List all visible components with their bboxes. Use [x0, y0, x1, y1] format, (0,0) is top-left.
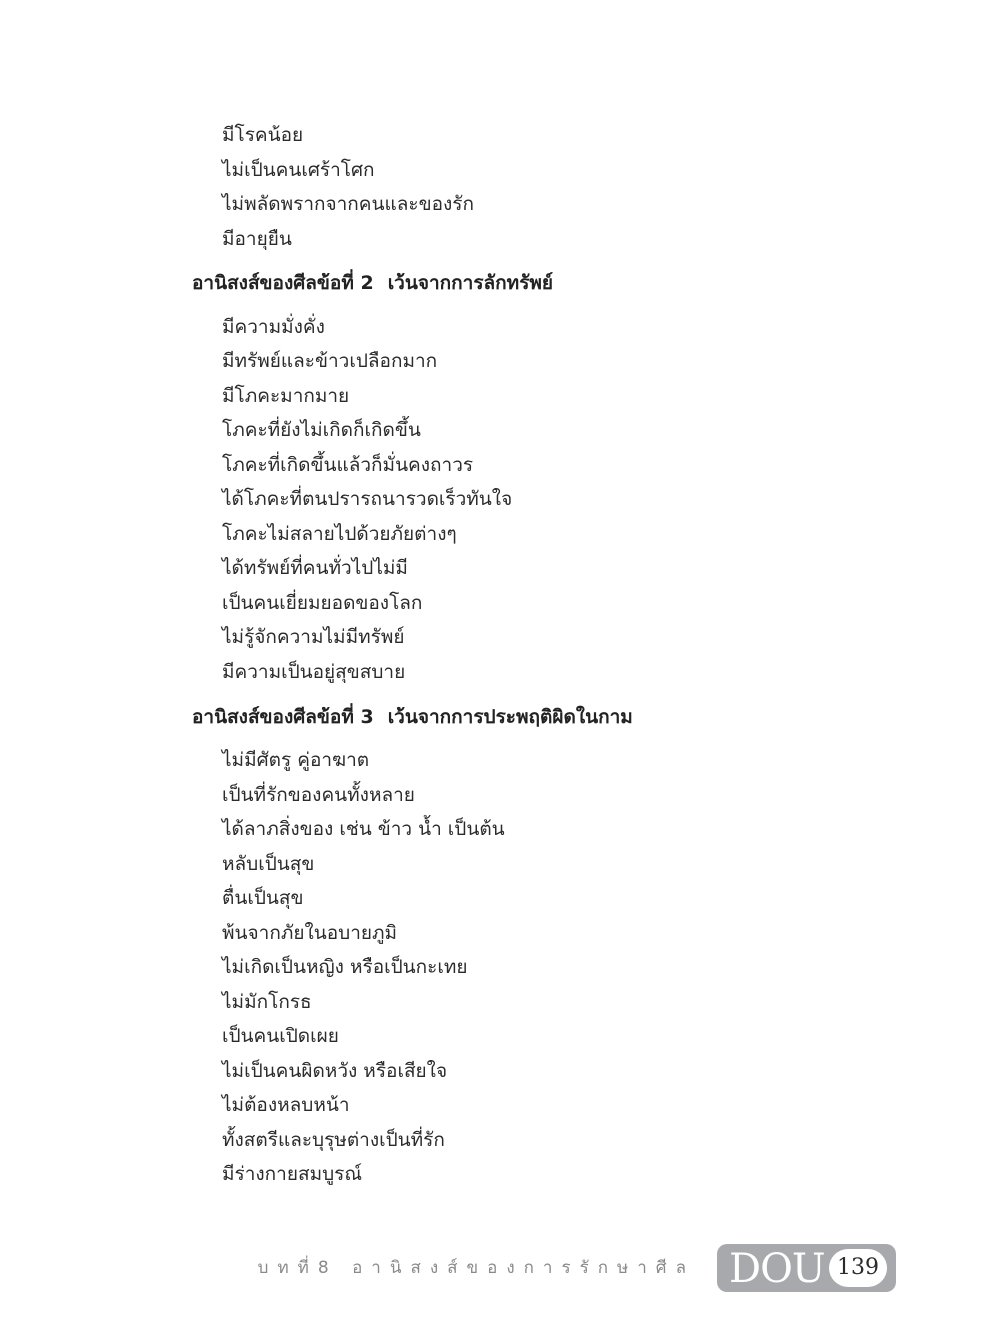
item-text: มีทรัพย์และข้าวเปลือกมาก — [222, 350, 438, 372]
item-text: ไม่เป็นคนผิดหวัง หรือเสียใจ — [222, 1060, 448, 1082]
item-text: ไม่รู้จักความไม่มีทรัพย์ — [222, 626, 405, 648]
item-text: เป็นคนเยี่ยมยอดของโลก — [222, 592, 423, 614]
heading-title: อานิสงส์ของศีลข้อที่ 2 — [192, 272, 374, 294]
section-heading-precept-3 — [192, 702, 633, 732]
item-text: ไม่มีศัตรู คู่อาฆาต — [222, 749, 370, 771]
item-text: เป็นที่รักของคนทั้งหลาย — [222, 784, 415, 806]
item-text: มีความมั่งคั่ง — [222, 316, 325, 338]
item-text: มีความเป็นอยู่สุขสบาย — [222, 661, 406, 683]
item-text: พ้นจากภัยในอบายภูมิ — [222, 922, 398, 944]
brand-logo: DOU — [729, 1246, 825, 1292]
item-text: มีร่างกายสมบูรณ์ — [222, 1163, 362, 1185]
item-text: ทั้งสตรีและบุรุษต่างเป็นที่รัก — [222, 1129, 445, 1151]
item-text: ไม่เป็นคนเศร้าโศก — [222, 159, 375, 181]
item-text: หลับเป็นสุข — [222, 853, 315, 875]
item-text: มีอายุยืน — [222, 228, 292, 250]
item-text: ไม่พลัดพรากจากคนและของรัก — [222, 193, 474, 215]
heading-subtitle: เว้นจากการลักทรัพย์ — [387, 272, 554, 294]
page-number: 139 — [829, 1249, 887, 1287]
chapter-title: บทที่8 อานิสงส์ของการรักษาศีล — [257, 1258, 695, 1278]
item-text: ไม่มักโกรธ — [222, 991, 312, 1013]
item-text: เป็นคนเปิดเผย — [222, 1025, 339, 1047]
item-text: โภคะที่เกิดขึ้นแล้วก็มั่นคงถาวร — [222, 454, 474, 476]
section-heading-precept-2 — [192, 268, 553, 298]
item-text: โภคะไม่สลายไปด้วยภัยต่างๆ — [222, 523, 457, 545]
item-text: ไม่ต้องหลบหน้า — [222, 1094, 350, 1116]
item-text: โภคะที่ยังไม่เกิดก็เกิดขึ้น — [222, 419, 421, 441]
item-text: ได้โภคะที่ตนปรารถนารวดเร็วทันใจ — [222, 488, 513, 510]
item-text: ได้ลาภสิ่งของ เช่น ข้าว น้ำ เป็นต้น — [222, 818, 505, 840]
item-text: ไม่เกิดเป็นหญิง หรือเป็นกะเทย — [222, 956, 468, 978]
item-text: มีโรคน้อย — [222, 124, 304, 146]
heading-title: อานิสงส์ของศีลข้อที่ 3 — [192, 706, 374, 728]
item-text: ได้ทรัพย์ที่คนทั่วไปไม่มี — [222, 557, 408, 579]
item-text: ตื่นเป็นสุข — [222, 887, 304, 909]
item-text: มีโภคะมากมาย — [222, 385, 350, 407]
dou-badge — [717, 1244, 896, 1292]
heading-subtitle: เว้นจากการประพฤติผิดในกาม — [387, 706, 633, 728]
page-footer — [0, 1244, 1000, 1292]
